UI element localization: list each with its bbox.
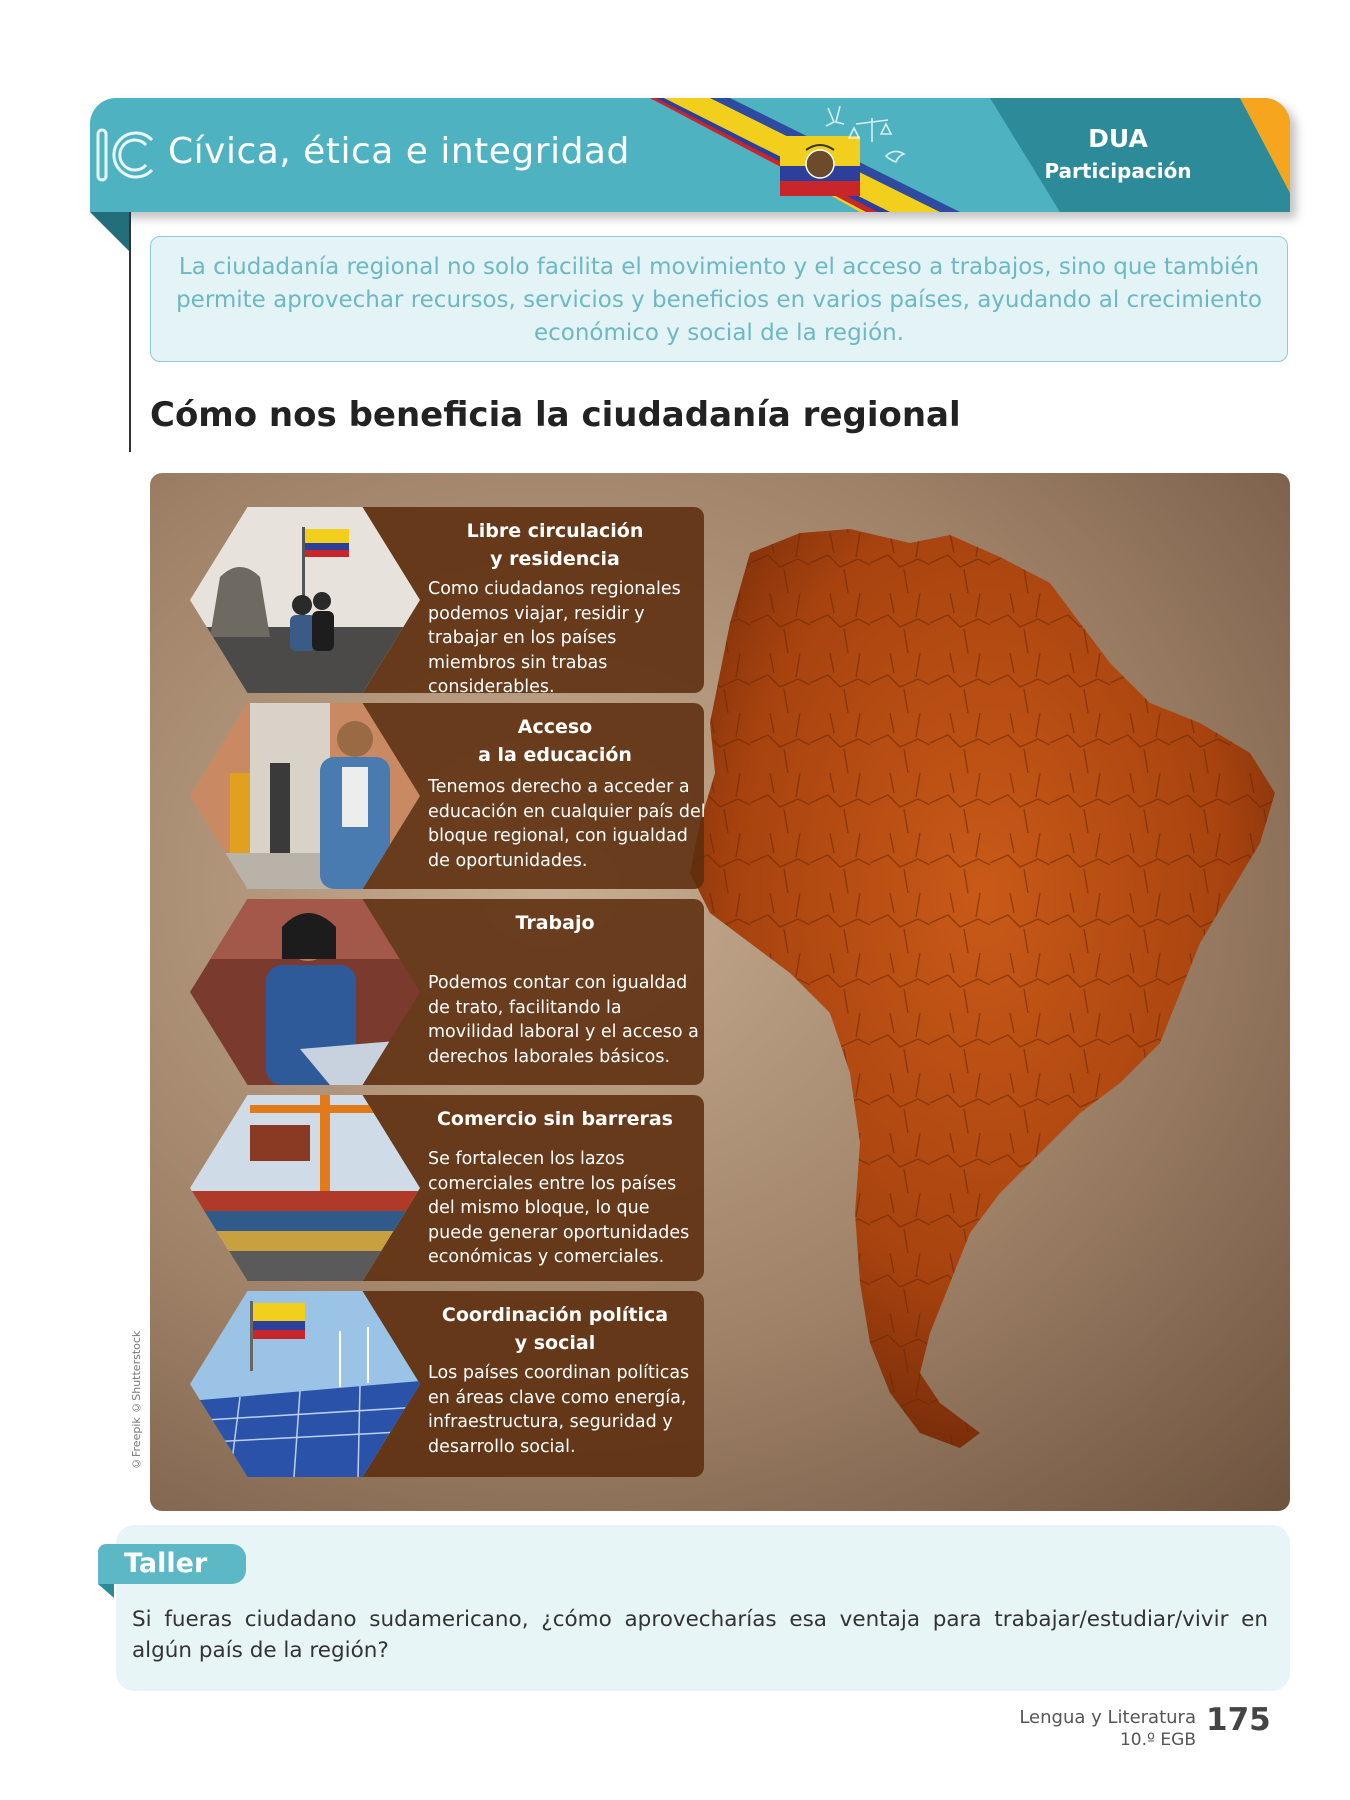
benefit-title: Acceso [517, 716, 593, 738]
page-number: 175 [1206, 1702, 1271, 1738]
dua-panel [980, 98, 1290, 212]
benefit-title: Coordinación política [441, 1304, 669, 1326]
banner-fold [90, 212, 130, 252]
footer-subject: Lengua y Literatura [1019, 1707, 1196, 1728]
benefit-policy-coordination [190, 1291, 750, 1477]
dua-participation-label: Participación [1044, 159, 1192, 183]
image-credit: ©Freepik ©Shutterstock [130, 1330, 143, 1470]
benefit-title: Libre circulación [466, 520, 644, 542]
page-heading: Cómo nos beneficia la ciudadanía regional [150, 395, 961, 435]
benefit-title: Trabajo [515, 912, 595, 934]
dua-label: DUA [1088, 124, 1148, 153]
benefit-trade [190, 1095, 750, 1281]
footer-grade: 10.º EGB [1119, 1730, 1196, 1750]
benefit-description: Tenemos derecho a acceder a educación en cualquier país del bloque regional, con igualdad de oportunidades. [428, 777, 706, 871]
benefit-work [190, 899, 750, 1085]
benefit-description: Se fortalecen los lazos comerciales entre los países del mismo bloque, lo que puede generar oportunidades económicas y comerciales. [428, 1149, 690, 1267]
benefit-education [190, 703, 750, 889]
taller-tab-fold [98, 1584, 114, 1598]
benefit-title-line2: a la educación [478, 744, 632, 766]
section-banner [90, 98, 1290, 212]
benefit-title-line2: y residencia [490, 548, 620, 570]
intro-box: La ciudadanía regional no solo facilita el movimiento y el acceso a trabajos, sino que también permite aprovechar recursos, servicios y beneficios en varios países, ayudando al crecimiento económico y social de la región. [150, 236, 1288, 362]
margin-rule [129, 212, 131, 452]
benefit-title: Comercio sin barreras [436, 1108, 673, 1130]
taller-label: Taller [124, 1548, 208, 1579]
benefit-free-movement [190, 507, 750, 697]
taller-question: Si fueras ciudadano sudamericano, ¿cómo aprovecharías esa ventaja para trabajar/estudiar/vivir en algún país de la región? [132, 1607, 1268, 1663]
benefits-infographic [150, 473, 1290, 1511]
benefit-description: Los países coordinan políticas en áreas clave como energía, infraestructura, seguridad y desarrollo social. [428, 1363, 690, 1457]
benefit-title-line2: y social [514, 1332, 596, 1354]
benefit-description: Podemos contar con igualdad de trato, facilitando la movilidad laboral y el acceso a derechos laborales básicos. [428, 973, 699, 1067]
benefit-description: Como ciudadanos regionales podemos viajar, residir y trabajar en los países miembros sin trabas considerables. [428, 579, 681, 697]
ic-logo-icon [94, 126, 158, 184]
section-title: Cívica, ética e integridad [168, 131, 630, 172]
